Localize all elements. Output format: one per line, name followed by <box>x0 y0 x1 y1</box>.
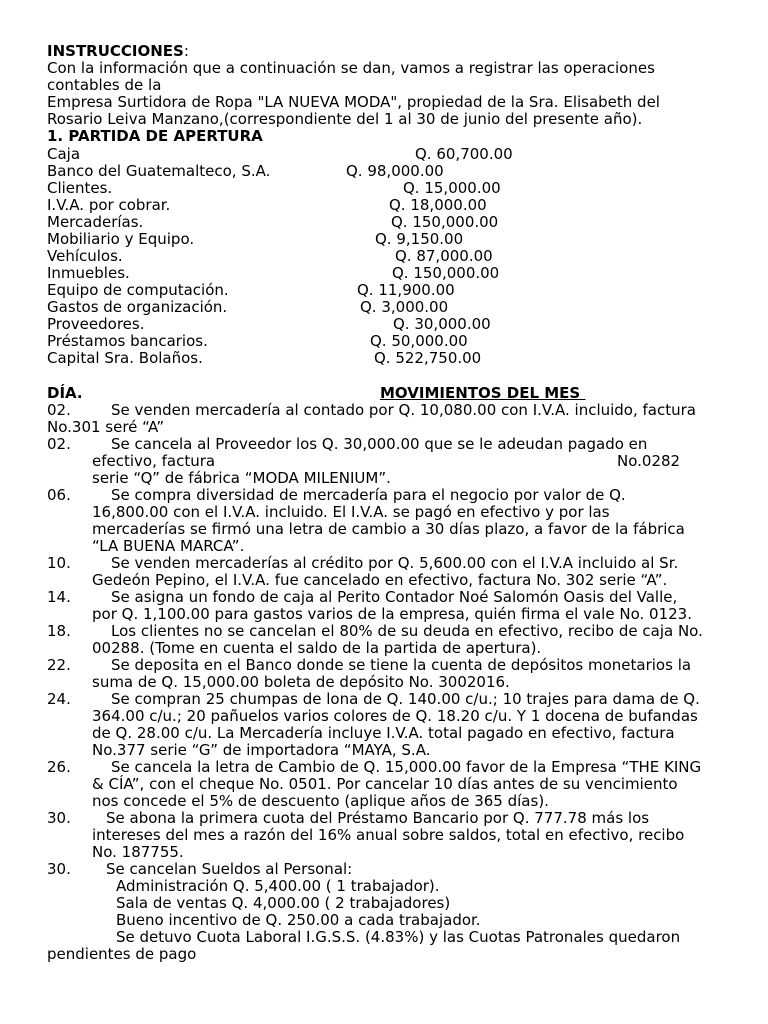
apertura-label: Préstamos bancarios. <box>47 332 208 350</box>
entry-line: 00288. (Tome en cuenta el saldo de la partida de apertura). <box>92 639 542 657</box>
apertura-amount: Q. 50,000.00 <box>370 332 468 350</box>
day-column-header: DÍA. <box>47 384 83 402</box>
apertura-label: Vehículos. <box>47 247 123 265</box>
entry-line: serie “Q” de fábrica “MODA MILENIUM”. <box>92 469 391 487</box>
apertura-amount: Q. 150,000.00 <box>391 213 499 231</box>
apertura-label: Gastos de organización. <box>47 298 228 316</box>
entry-day: 26. <box>47 758 71 776</box>
entry-day: 24. <box>47 690 71 708</box>
entry-line: Los clientes no se cancelan el 80% de su deuda en efectivo, recibo de caja No. <box>111 622 703 640</box>
apertura-label: Mercaderías. <box>47 213 144 231</box>
entry-line: Se deposita en el Banco donde se tiene la cuenta de depósitos monetarios la <box>111 656 692 674</box>
apertura-amount: Q. 9,150.00 <box>375 230 464 248</box>
entry-day: 18. <box>47 622 71 640</box>
intro-line: Con la información que a continuación se dan, vamos a registrar las operaciones <box>47 59 655 77</box>
entry-line: Sala de ventas Q. 4,000.00 ( 2 trabajadores) <box>116 894 451 912</box>
entry-line: No.301 seré “A” <box>47 418 165 436</box>
entry-line: pendientes de pago <box>47 945 197 963</box>
entry-line: Se compra diversidad de mercadería para el negocio por valor de Q. <box>111 486 626 504</box>
apertura-label: Banco del Guatemalteco, S.A. <box>47 162 271 180</box>
apertura-label: Caja <box>47 145 81 163</box>
instructions-heading <box>47 43 189 60</box>
entry-line: de Q. 28.00 c/u. La Mercadería incluye I.V.A. total pagado en efectivo, factura <box>92 724 675 742</box>
entry-line: suma de Q. 15,000.00 boleta de depósito No. 3002016. <box>92 673 510 691</box>
entry-line: Se cancelan Sueldos al Personal: <box>106 860 353 878</box>
apertura-label: I.V.A. por cobrar. <box>47 196 171 214</box>
intro-line: Empresa Surtidora de Ropa "LA NUEVA MODA", propiedad de la Sra. Elisabeth del <box>47 93 660 111</box>
entry-line: Se detuvo Cuota Laboral I.G.S.S. (4.83%) y las Cuotas Patronales quedaron <box>116 928 681 946</box>
entry-line: 364.00 c/u.; 20 pañuelos varios colores de Q. 18.20 c/u. Y 1 docena de bufandas <box>92 707 698 725</box>
entry-line: Se venden mercadería al contado por Q. 10,080.00 con I.V.A. incluido, factura <box>111 401 696 419</box>
entry-line: No. 187755. <box>92 843 184 861</box>
entry-day: 06. <box>47 486 71 504</box>
apertura-amount: Q. 87,000.00 <box>395 247 493 265</box>
entry-line: Gedeón Pepino, el I.V.A. fue cancelado en efectivo, factura No. 302 serie “A”. <box>92 571 668 589</box>
entry-line: Se asigna un fondo de caja al Perito Contador Noé Salomón Oasis del Valle, <box>111 588 678 606</box>
entry-line: por Q. 1,100.00 para gastos varios de la empresa, quién firma el vale No. 0123. <box>92 605 692 623</box>
entry-day: 14. <box>47 588 71 606</box>
instructions-colon: : <box>183 42 189 60</box>
entry-line: intereses del mes a razón del 16% anual sobre saldos, total en efectivo, recibo <box>92 826 685 844</box>
apertura-amount: Q. 60,700.00 <box>415 145 513 163</box>
apertura-label: Clientes. <box>47 179 113 197</box>
entry-line: efectivo, factura <box>92 452 216 470</box>
apertura-amount: Q. 30,000.00 <box>393 315 491 333</box>
entry-day: 10. <box>47 554 71 572</box>
apertura-amount: Q. 150,000.00 <box>392 264 500 282</box>
entry-day: 02. <box>47 435 71 453</box>
entry-line: “LA BUENA MARCA”. <box>92 537 245 555</box>
entry-line: Se compran 25 chumpas de lona de Q. 140.00 c/u.; 10 trajes para dama de Q. <box>111 690 700 708</box>
entry-line: Administración Q. 5,400.00 ( 1 trabajador). <box>116 877 440 895</box>
movimientos-title: MOVIMIENTOS DEL MES <box>380 384 586 402</box>
apertura-label: Capital Sra. Bolaños. <box>47 349 203 367</box>
entry-line: Se venden mercaderías al crédito por Q. 5,600.00 con el I.V.A incluido al Sr. <box>111 554 679 572</box>
entry-day: 30. <box>47 809 71 827</box>
entry-line: Se cancela la letra de Cambio de Q. 15,000.00 favor de la Empresa “THE KING <box>111 758 702 776</box>
entry-line: Bueno incentivo de Q. 250.00 a cada trabajador. <box>116 911 481 929</box>
entry-line: mercaderías se firmó una letra de cambio a 30 días plazo, a favor de la fábrica <box>92 520 685 538</box>
intro-line: Rosario Leiva Manzano,(correspondiente del 1 al 30 de junio del presente año). <box>47 110 643 128</box>
apertura-label: Mobiliario y Equipo. <box>47 230 195 248</box>
apertura-title: 1. PARTIDA DE APERTURA <box>47 127 263 145</box>
entry-line: 16,800.00 con el I.V.A. incluido. El I.V.A. se pagó en efectivo y por las <box>92 503 610 521</box>
apertura-label: Inmuebles. <box>47 264 130 282</box>
apertura-label: Proveedores. <box>47 315 145 333</box>
apertura-amount: Q. 15,000.00 <box>403 179 501 197</box>
entry-line: Se cancela al Proveedor los Q. 30,000.00 que se le adeudan pagado en <box>111 435 648 453</box>
apertura-amount: Q. 98,000.00 <box>346 162 444 180</box>
instructions-title: INSTRUCCIONES <box>47 42 184 60</box>
entry-line: Se abona la primera cuota del Préstamo Bancario por Q. 777.78 más los <box>106 809 650 827</box>
entry-day: 02. <box>47 401 71 419</box>
entry-day: 30. <box>47 860 71 878</box>
intro-line: contables de la <box>47 76 162 94</box>
entry-line: nos concede el 5% de descuento (aplique años de 365 días). <box>92 792 549 810</box>
apertura-amount: Q. 18,000.00 <box>389 196 487 214</box>
apertura-amount: Q. 3,000.00 <box>360 298 449 316</box>
entry-line: & CÍA”, con el cheque No. 0501. Por cancelar 10 días antes de su vencimiento <box>92 775 678 793</box>
entry-day: 22. <box>47 656 71 674</box>
apertura-label: Equipo de computación. <box>47 281 229 299</box>
entry-line: No.0282 <box>617 452 681 470</box>
apertura-amount: Q. 11,900.00 <box>357 281 455 299</box>
entry-line: No.377 serie “G” de importadora “MAYA, S.A. <box>92 741 431 759</box>
apertura-amount: Q. 522,750.00 <box>374 349 482 367</box>
